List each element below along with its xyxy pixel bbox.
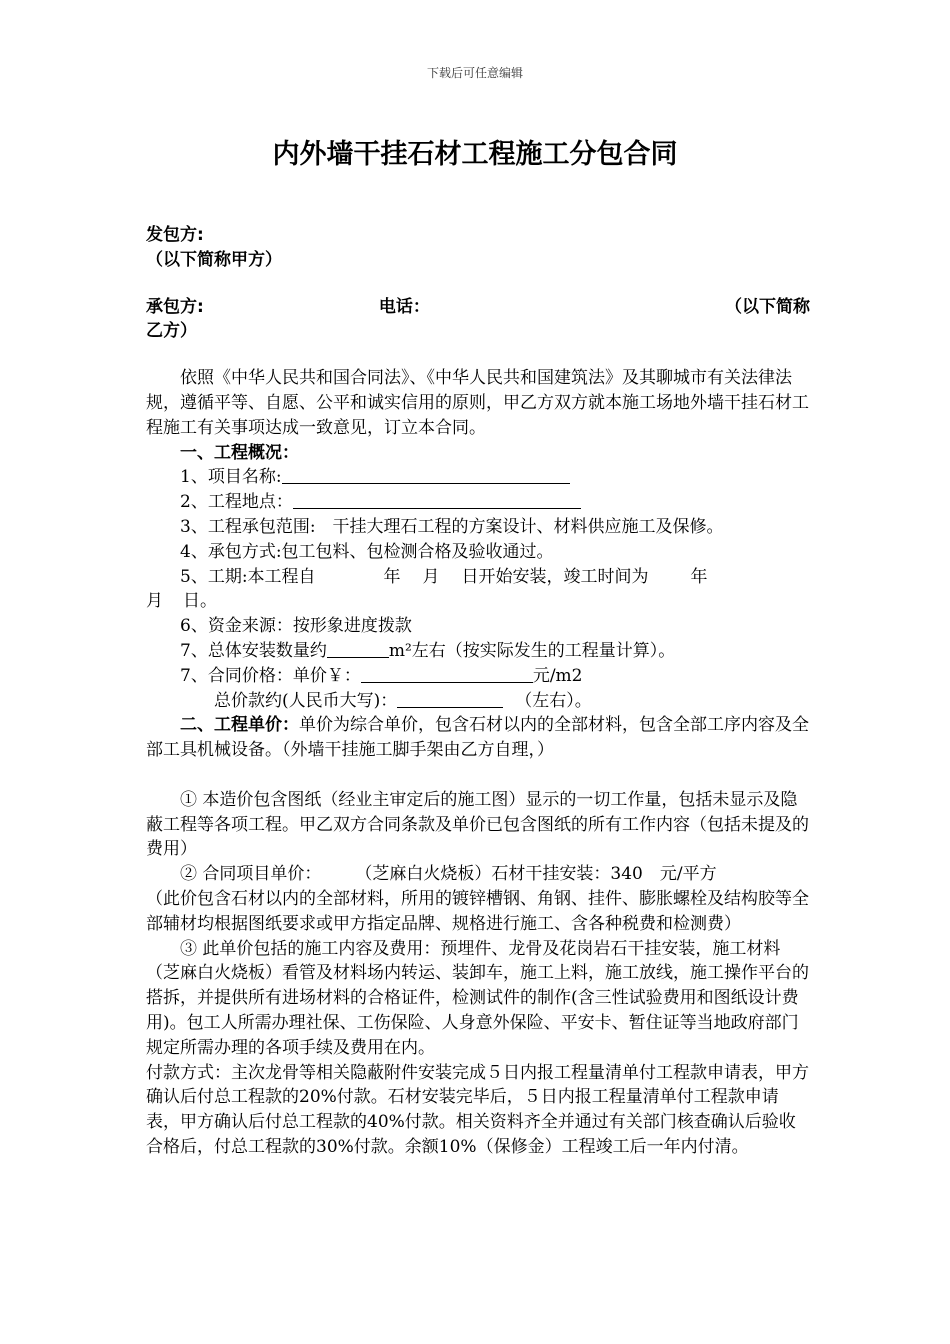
duration-end-text: 日开始安装，竣工时间为 bbox=[461, 566, 649, 587]
clause-2-price: （芝麻白火烧板）石材干挂安装：340 元/平方 bbox=[355, 864, 717, 885]
employer-label: 发包方: bbox=[146, 225, 204, 245]
section2-paragraph bbox=[146, 713, 810, 763]
clause-2-line bbox=[146, 862, 810, 887]
completion-year: 年 bbox=[690, 566, 708, 587]
method-line: 4、承包方式:包工包料、包检测合格及验收通过。 bbox=[180, 541, 554, 562]
total-price-label: 总价款约(人民币大写)： bbox=[214, 690, 398, 711]
total-price-note: （左右）。 bbox=[515, 690, 592, 711]
duration-year: 年 bbox=[383, 566, 401, 587]
unit-price-unit: 元/m2 bbox=[532, 665, 583, 686]
unit-price-blank[interactable] bbox=[361, 665, 533, 683]
contractor-row bbox=[146, 295, 810, 320]
price-line bbox=[146, 664, 810, 689]
section2-text: 单价为综合单价，包含石材以内的全部材料，包含全部工序内容及全部工具机械设备。（外墙干挂施工脚手架由乙方自理，） bbox=[146, 715, 809, 761]
project-location-line bbox=[146, 490, 810, 515]
employer-note: （以下简称甲方） bbox=[146, 249, 282, 270]
document-title: 内外墙干挂石材工程施工分包合同 bbox=[272, 139, 678, 170]
contractor-label: 承包方: bbox=[146, 296, 204, 317]
payment-terms: 付款方式：主次龙骨等相关隐蔽附件安装完成５日内报工程量清单付工程款申请表，甲方确认后付总工程款的20%付款。石材安装完毕后，５日内报工程量清单付工程款申请表，甲方确认后付总工程款的40%付款。相关资料齐全并通过有关部门核查确认后验收合格后，付总工程款的30%付款。余额10%（保修金）工程竣工后一年内付清。 bbox=[146, 1062, 809, 1157]
project-name-label: 1、项目名称: bbox=[180, 467, 282, 488]
project-location-blank[interactable] bbox=[293, 491, 581, 509]
funding-line: 6、资金来源：按形象进度拨款 bbox=[180, 616, 412, 637]
contractor-note-cont: 乙方） bbox=[146, 321, 197, 342]
contractor-note: （以下简称 bbox=[725, 296, 810, 317]
contract-body bbox=[146, 223, 810, 1160]
duration-month: 月 bbox=[422, 566, 440, 587]
total-price-line bbox=[146, 689, 810, 714]
intro-paragraph: 依照《中华人民共和国合同法》、《中华人民共和国建筑法》及其聊城市有关法律法规，遵循平等、自愿、公平和诚实信用的原则，甲乙方双方就本施工场地外墙干挂石材工程施工有关事项达成一致意见，订立本合同。 bbox=[146, 368, 809, 438]
quantity-label: 7、总体安装数量约 bbox=[180, 640, 327, 661]
quantity-unit-note: m²左右（按实际发生的工程量计算）。 bbox=[388, 640, 676, 661]
clause-2-details: （此价包含石材以内的全部材料，所用的镀锌槽钢、角钢、挂件、膨胀螺栓及结构胶等全部辅材均根据图纸要求或甲方指定品牌、规格进行施工、含各种税费和检测费） bbox=[146, 888, 809, 934]
total-price-blank[interactable] bbox=[397, 690, 503, 708]
duration-line bbox=[146, 565, 810, 590]
clause-2-label: ② 合同项目单价： bbox=[180, 864, 322, 885]
project-name-blank[interactable] bbox=[282, 466, 570, 484]
clause-3: ③ 此单价包括的施工内容及费用：预埋件、龙骨及花岗岩石干挂安装，施工材料（芝麻白火烧板）看管及材料场内转运、装卸车，施工上料，施工放线，施工操作平台的搭拆，并提供所有进场材料的合格证件，检测试件的制作(含三性试验费用和图纸设计费用)。包工人所需办理社保、工伤保险、人身意外保险、平安卡、暂住证等当地政府部门规定所需办理的各项手续及费用在内。 bbox=[146, 938, 809, 1058]
duration-start-text: 5、工期:本工程自 bbox=[180, 566, 316, 587]
clause-1: ① 本造价包含图纸（经业主审定后的施工图）显示的一切工作量，包括未显示及隐蔽工程等各项工程。甲乙双方合同条款及单价已包含图纸的所有工作内容（包括未提及的费用） bbox=[146, 789, 809, 860]
phone-label: 电话： bbox=[378, 296, 430, 317]
unit-price-label: 7、合同价格：单价￥： bbox=[180, 665, 361, 686]
project-location-label: 2、工程地点： bbox=[180, 492, 293, 513]
header-note: 下载后可任意编辑 bbox=[426, 66, 523, 80]
section1-heading: 一、工程概况： bbox=[180, 442, 299, 463]
quantity-line bbox=[146, 639, 810, 664]
project-name-line bbox=[146, 465, 810, 490]
scope-line: 3、工程承包范围: 干挂大理石工程的方案设计、材料供应施工及保修。 bbox=[180, 516, 724, 537]
duration-line-cont bbox=[146, 589, 810, 614]
completion-month: 月 bbox=[146, 591, 163, 612]
quantity-blank[interactable] bbox=[327, 640, 389, 658]
section2-heading: 二、工程单价： bbox=[180, 715, 299, 736]
completion-day: 日。 bbox=[183, 591, 217, 612]
